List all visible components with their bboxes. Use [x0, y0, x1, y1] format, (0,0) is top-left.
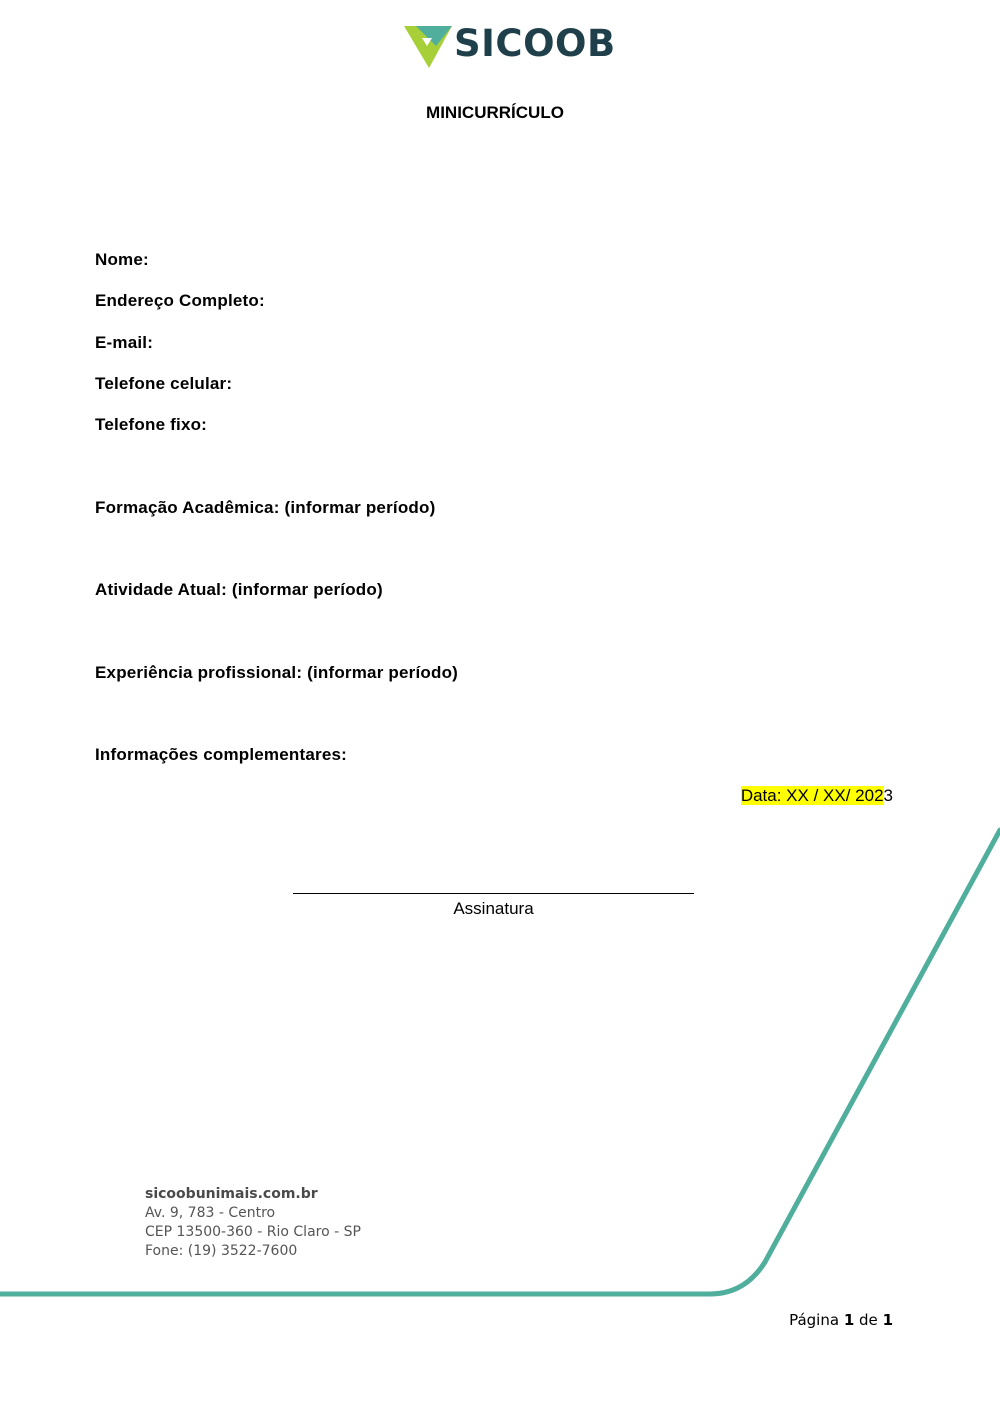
page-prefix: Página: [789, 1311, 840, 1329]
signature-label: Assinatura: [453, 899, 534, 918]
field-telefone-fixo: Telefone fixo:: [95, 415, 208, 434]
logo-mark-icon: [402, 24, 454, 70]
date-highlighted: Data: XX / XX/ 202: [740, 786, 884, 805]
page-total: 1: [882, 1311, 893, 1329]
page-current: 1: [843, 1311, 855, 1329]
page-sep: de: [859, 1311, 878, 1329]
logo-text: SICOOB: [454, 22, 616, 65]
sicoob-logo: [402, 22, 616, 70]
page-title: MINICURRÍCULO: [426, 103, 564, 122]
footer-phone: Fone: (19) 3522-7600: [145, 1243, 298, 1259]
field-email: E-mail:: [95, 333, 154, 352]
page-number: [789, 1311, 893, 1329]
field-nome: Nome:: [95, 250, 149, 269]
field-informacoes-complementares: Informações complementares:: [95, 745, 347, 764]
footer-address-line2: CEP 13500-360 - Rio Claro - SP: [145, 1224, 361, 1240]
date-line: [741, 786, 893, 806]
footer-address-line1: Av. 9, 783 - Centro: [145, 1205, 276, 1221]
date-rest: 3: [883, 786, 893, 805]
footer-contact: [145, 1185, 361, 1261]
field-endereco: Endereço Completo:: [95, 291, 265, 310]
field-experiencia-profissional: Experiência profissional: (informar período): [95, 663, 459, 682]
field-atividade-atual: Atividade Atual: (informar período): [95, 580, 383, 599]
field-telefone-celular: Telefone celular:: [95, 374, 233, 393]
field-formacao-academica: Formação Acadêmica: (informar período): [95, 498, 436, 517]
footer-site: sicoobunimais.com.br: [145, 1186, 318, 1202]
signature-line: [293, 893, 694, 894]
